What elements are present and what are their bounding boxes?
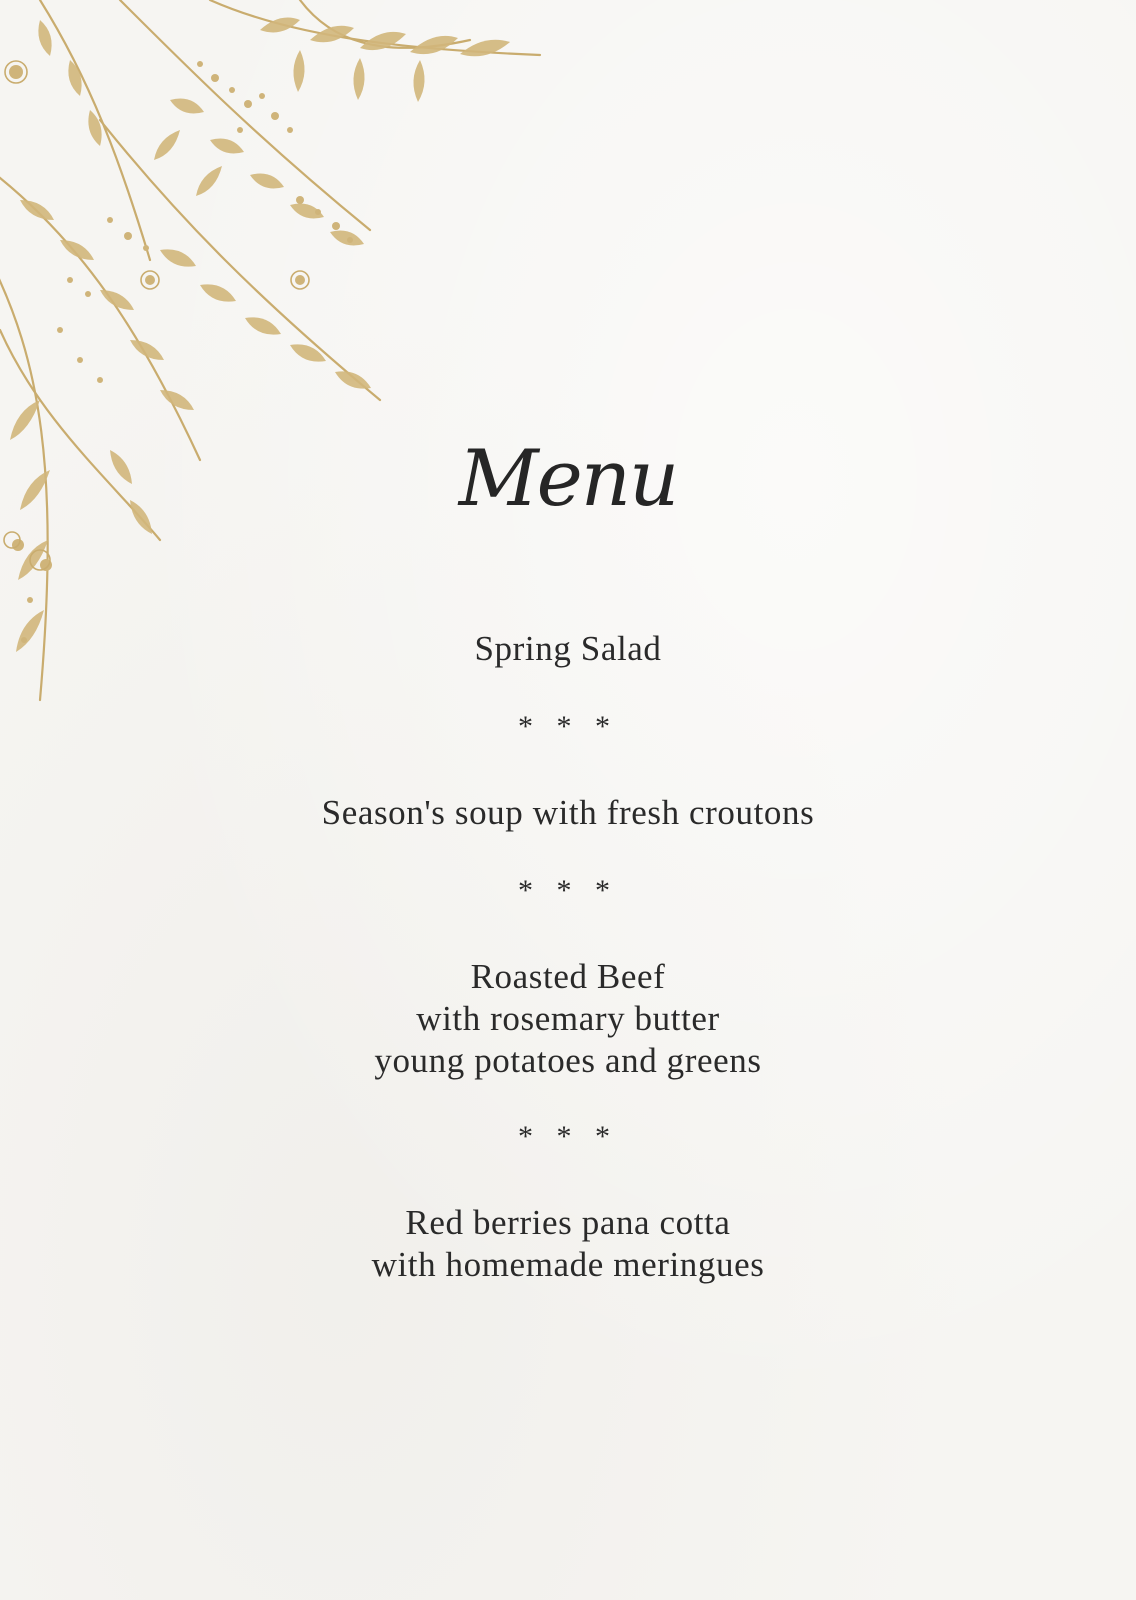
course-line: with rosemary butter <box>416 999 720 1038</box>
course-separator: * * * <box>518 1120 618 1153</box>
course-line: with homemade meringues <box>371 1245 765 1284</box>
course-item <box>0 1202 1136 1286</box>
course-item <box>0 628 1136 670</box>
course-line: Season's soup with fresh croutons <box>321 793 815 832</box>
course-separator: * * * <box>518 710 618 743</box>
course-line: young potatoes and greens <box>374 1041 762 1080</box>
course-item <box>0 792 1136 834</box>
course-line: Spring Salad <box>474 629 662 668</box>
course-line: Red berries pana cotta <box>405 1203 731 1242</box>
menu-title: Menu <box>458 434 678 524</box>
course-line: Roasted Beef <box>470 957 666 996</box>
course-item <box>0 956 1136 1082</box>
course-separator: * * * <box>518 874 618 907</box>
gold-foliage-icon <box>0 0 560 720</box>
